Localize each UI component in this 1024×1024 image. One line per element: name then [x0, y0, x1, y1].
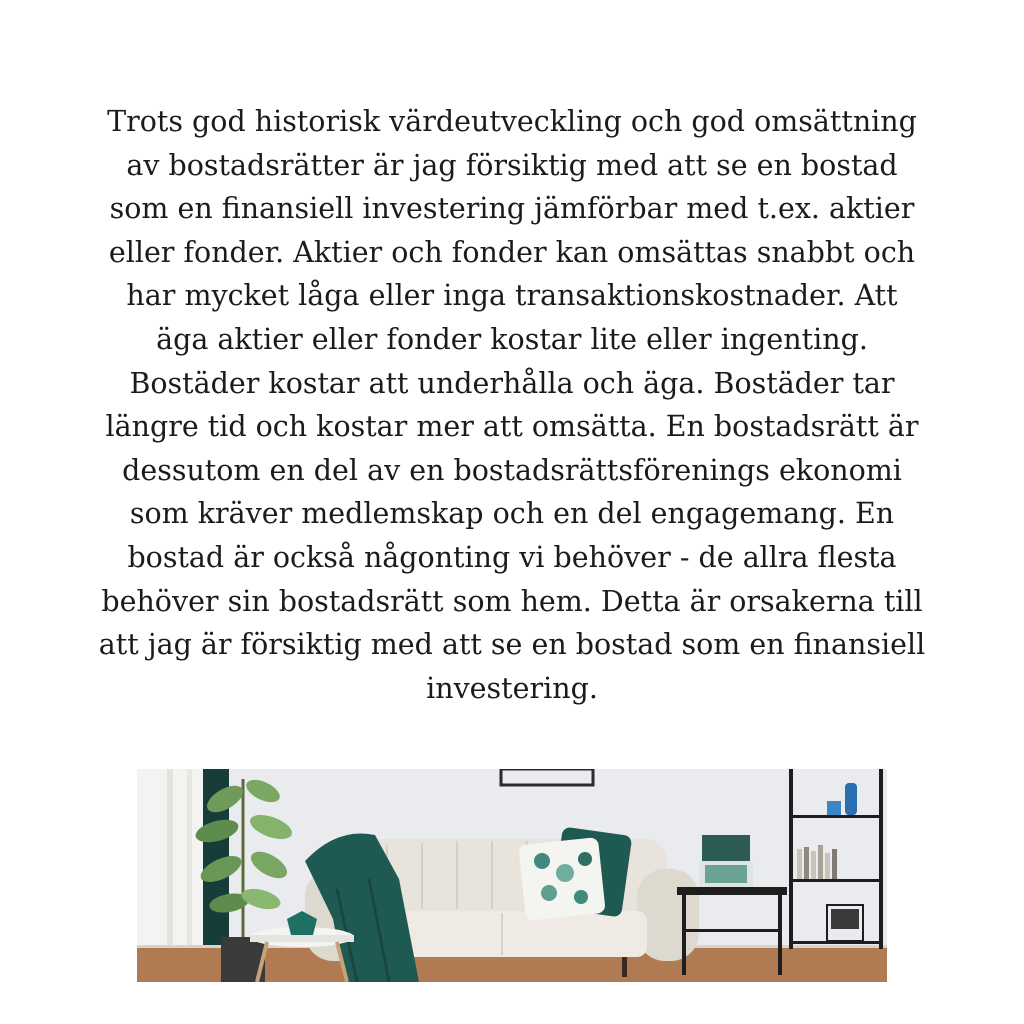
- body-text: Trots god historisk värdeutveckling och god omsättning av bostadsrätter är jag försiktig med att se en bostad som en finansiell investering jämförbar med t.ex. aktier eller fonder. Aktier och fonder kan omsättas snabbt och har mycket låga eller inga transaktionskostnader. Att äga aktier eller fonder kostar lite eller ingenting. Bostäder kostar att underhålla och äga. Bostäder tar längre tid och kostar mer att omsätta. En bostadsrätt är dessutom en del av en bostadsrättsförenings ekonomi som kräver medlemskap och en del engagemang. En bostad är också någonting vi behöver - de allra flesta behöver sin bostadsrätt som hem. Detta är orsakerna till att jag är försiktig med att se en bostad som en finansiell investering.: [98, 105, 926, 705]
- living-room-photo: [137, 769, 887, 982]
